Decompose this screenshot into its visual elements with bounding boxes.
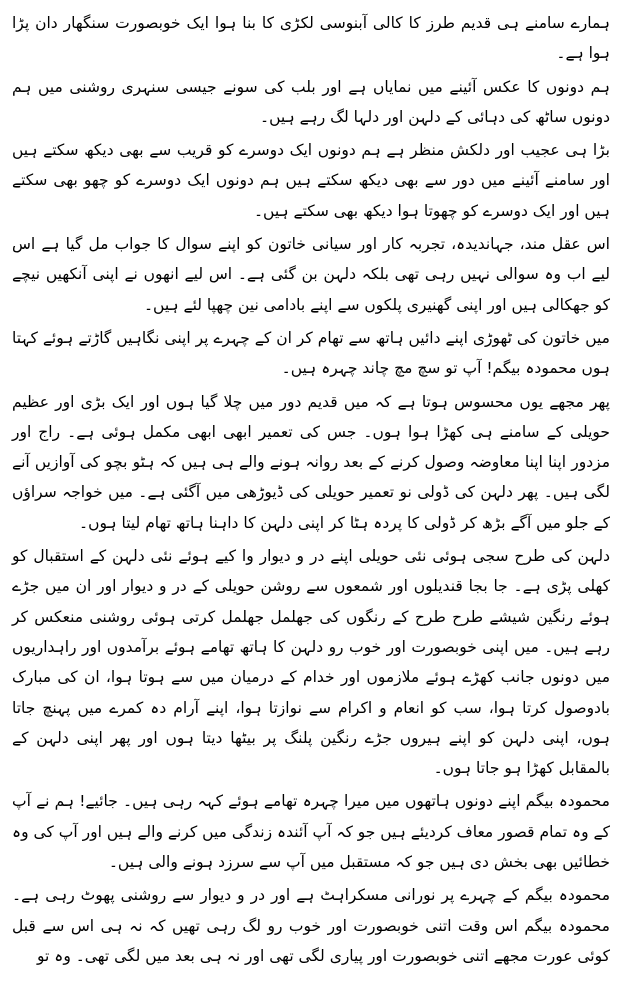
paragraph-8: محمودہ بیگم اپنے دونوں ہاتھوں میں میرا چہرہ تھامے ہوئے کہہ رہی ہیں۔ جائیے! ہم نے آپ کے وہ تمام قصور معاف کردیئے ہیں جو کہ آپ آئندہ زندگی میں کرنے والے ہیں اور آپ کی وہ خطائیں بھی بخش دی ہیں جو کہ مستقبل میں آپ سے سرزد ہونے والی ہیں۔ (12, 792, 610, 872)
paragraph-6: پھر مجھے یوں محسوس ہوتا ہے کہ میں قدیم دور میں چلا گیا ہوں اور ایک بڑی اور عظیم حویلی کے سامنے ہی کھڑا ہوا ہوں۔ جس کی تعمیر ابھی ابھی مکمل ہوئی ہے۔ راج اور مزدور اپنا اپنا معاوضہ وصول کرنے کے بعد روانہ ہونے والے ہی ہیں کہ ہٹو بچو کی آوازیں آنے لگی ہیں۔ پھر دلہن کی ڈولی نو تعمیر حویلی کی ڈیوڑھی میں آگئی ہے۔ میں خواجہ سراؤں کے جلو میں آگے بڑھ کر ڈولی کا پردہ ہٹا کر اپنی دلہن کا داہنا ہاتھ تھام لیتا ہوں۔ (12, 392, 610, 532)
paragraph-3: بڑا ہی عجیب اور دلکش منظر ہے ہم دونوں ایک دوسرے کو قریب سے بھی دیکھ سکتے ہیں اور سامنے آئینے میں دور سے بھی دیکھ سکتے ہیں ہم دونوں ایک دوسرے کو چھو بھی سکتے ہیں اور ایک دوسرے کو چھوتا ہوا دیکھ بھی سکتے ہیں۔ (12, 141, 610, 220)
paragraph-4: اس عقل مند، جہاندیدہ، تجربہ کار اور سیانی خاتون کو اپنے سوال کا جواب مل گیا ہے اس لیے اب وہ سوالی نہیں رہی تھی بلکہ دلہن بن گئی ہے۔ اس لیے انھوں نے اپنی آنکھیں نیچے کو جھکالی ہیں اور اپنی گھنیری پلکوں سے اپنے بادامی نین چھپا لئے ہیں۔ (12, 235, 610, 314)
paragraph-7: دلہن کی طرح سجی ہوئی نئی حویلی اپنے در و دیوار وا کیے ہوئے نئی دلہن کے استقبال کو کھلی پڑی ہے۔ جا بجا قندیلوں اور شمعوں سے روشن حویلی کے در و دیوار اور ان میں جڑے ہوئے رنگین شیشے طرح طرح کے رنگوں کی جھلمل جھلمل کرتی ہوئی روشنی منعکس کر رہے ہیں۔ میں اپنی خوبصورت اور خوب رو دلہن کا ہاتھ تھامے ہوئے برآمدوں اور راہداریوں میں دونوں جانب کھڑے ہوئے ملازموں اور خدام کے درمیان میں سے ہوتا ہوا، ان کی مبارک بادوصول کرتا ہوا، سب کو انعام و اکرام سے نوازتا ہوا، اپنے آرام دہ کمرے میں پہنچ جاتا ہوں، اپنی دلہن کو اپنے ہیروں جڑے رنگین پلنگ پر بیٹھا دیتا ہوں اور پھر اپنی دلہن کے بالمقابل کھڑا ہو جاتا ہوں۔ (12, 547, 610, 778)
paragraph-5: میں خاتون کی ٹھوڑی اپنے دائیں ہاتھ سے تھام کر ان کے چہرے پر اپنی نگاہیں گاڑتے ہوئے کہتا ہوں محمودہ بیگم! آپ تو سچ مچ چاند چہرہ ہیں۔ (12, 328, 610, 378)
paragraph-1: ہمارے سامنے ہی قدیم طرز کا کالی آبنوسی لکڑی کا بنا ہوا ایک خوبصورت سنگھار دان پڑا ہوا ہے۔ (12, 14, 610, 63)
paragraph-9: محمودہ بیگم کے چہرے پر نورانی مسکراہٹ ہے اور در و دیوار سے روشنی پھوٹ رہی ہے۔ محمودہ بیگم اس وقت اتنی خوبصورت اور خوب رو لگ رہی تھیں کہ نہ ہی اس سے قبل کوئی عورت مجھے اتنی خوبصورت اور پیاری لگی تھی اور نہ ہی بعد میں لگی تھی۔ وہ تو (12, 886, 610, 965)
paragraph-2: ہم دونوں کا عکس آئینے میں نمایاں ہے اور بلب کی سونے جیسی سنہری روشنی میں ہم دونوں ساٹھ کی دہائی کے دلہن اور دلہا لگ رہے ہیں۔ (12, 77, 610, 126)
